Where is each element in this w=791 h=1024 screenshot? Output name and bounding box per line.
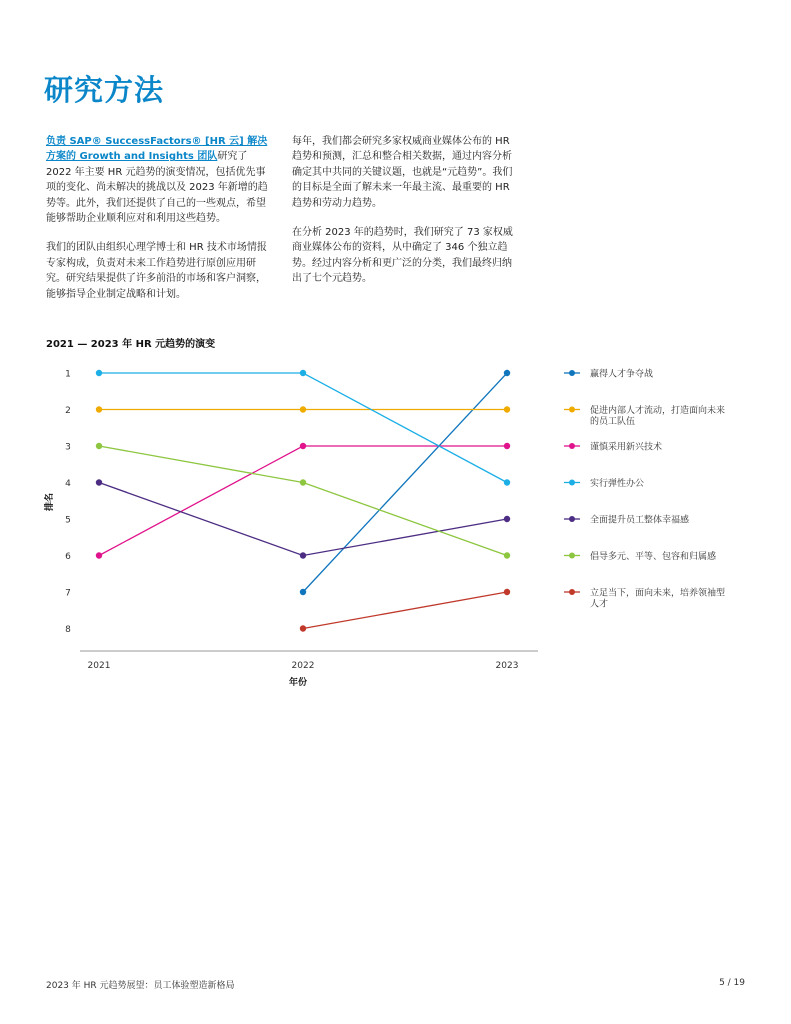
data-point	[504, 516, 510, 522]
data-point	[300, 552, 306, 558]
data-point	[504, 370, 510, 376]
right-paragraph-2: 在分析 2023 年的趋势时，我们研究了 73 家权威商业媒体公布的资料，从中确定了 346 个独立趋势。经过内容分析和更广泛的分类，我们最终归纳出了七个元趋势。	[292, 227, 513, 285]
left-paragraph-1	[46, 134, 272, 226]
footer-title: 2023 年 HR 元趋势展望：员工体验塑造新格局	[46, 981, 235, 991]
y-tick-label: 2	[65, 406, 71, 416]
left-paragraph-1-text: 研究了 2022 年主要 HR 元趋势的演变情况，包括优先事项的变化、尚未解决的挑战以及 2023 年新增的趋势等。此外，我们还提供了自己的一些观点，希望能够帮助企业顺利应对和利用这些趋势。	[46, 151, 268, 225]
series-line	[99, 373, 507, 483]
series-line	[99, 446, 507, 556]
data-point	[96, 479, 102, 485]
data-point	[96, 406, 102, 412]
data-point	[96, 443, 102, 449]
rank-line-chart	[0, 350, 791, 700]
legend-label: 促进内部人才流动，打造面向未来的员工队伍	[590, 406, 726, 427]
y-axis-label: 排名	[45, 492, 55, 512]
series-line	[99, 483, 507, 556]
data-point	[96, 552, 102, 558]
y-tick-label: 3	[65, 442, 71, 453]
series-line	[303, 592, 507, 629]
chart-title: 2021 — 2023 年 HR 元趋势的演变	[46, 339, 216, 350]
legend-swatch-dot	[569, 553, 575, 559]
right-paragraph-1: 每年，我们都会研究多家权威商业媒体公布的 HR 趋势和预测，汇总和整合相关数据，通过内容分析确定其中共同的关键议题，也就是“元趋势”。我们的目标是全面了解未来一年最主流、最重要的 HR 趋势和劳动力趋势。	[292, 136, 513, 209]
series-line	[303, 373, 507, 592]
x-tick-label: 2023	[495, 661, 519, 671]
x-tick-label: 2022	[291, 661, 315, 671]
data-point	[504, 443, 510, 449]
legend-label: 全面提升员工整体幸福感	[590, 515, 690, 526]
legend-label: 倡导多元、平等、包容和归属感	[590, 552, 717, 562]
series-line	[99, 446, 507, 556]
data-point	[300, 406, 306, 412]
legend-swatch-dot	[569, 370, 575, 376]
data-point	[96, 370, 102, 376]
x-tick-label: 2021	[87, 661, 111, 671]
y-tick-label: 6	[65, 552, 71, 562]
data-point	[300, 479, 306, 485]
page-number: 5 / 19	[719, 978, 745, 988]
page-title: 研究方法	[44, 73, 165, 107]
x-axis-label: 年份	[288, 678, 308, 688]
legend-swatch-dot	[569, 516, 575, 522]
legend-swatch-dot	[569, 443, 575, 449]
data-point	[300, 589, 306, 595]
data-point	[300, 443, 306, 449]
legend-label: 赢得人才争夺战	[590, 369, 654, 380]
y-tick-label: 5	[65, 515, 71, 526]
legend-label: 谨慎采用新兴技术	[590, 442, 663, 453]
left-text-column	[46, 134, 272, 316]
data-point	[504, 589, 510, 595]
y-tick-label: 7	[65, 588, 71, 599]
legend-label: 立足当下，面向未来，培养领袖型人才	[590, 588, 726, 610]
data-point	[504, 406, 510, 412]
legend-swatch-dot	[569, 407, 575, 413]
team-link[interactable]: 负责 SAP® SuccessFactors® [HR 云] 解决方案的 Growth and Insights 团队	[46, 136, 268, 163]
left-paragraph-2: 我们的团队由组织心理学博士和 HR 技术市场情报专家构成，负责对未来工作趋势进行原创应用研究。研究结果提供了许多前沿的市场和客户洞察，能够指导企业制定战略和计划。	[46, 242, 267, 300]
data-point	[300, 625, 306, 631]
y-tick-label: 4	[65, 479, 71, 489]
data-point	[504, 479, 510, 485]
y-tick-label: 1	[65, 369, 71, 380]
data-point	[504, 552, 510, 558]
legend-label: 实行弹性办公	[590, 479, 645, 489]
legend-swatch-dot	[569, 480, 575, 486]
legend-swatch-dot	[569, 589, 575, 595]
y-tick-label: 8	[65, 625, 71, 635]
data-point	[300, 370, 306, 376]
right-text-column	[292, 134, 518, 301]
